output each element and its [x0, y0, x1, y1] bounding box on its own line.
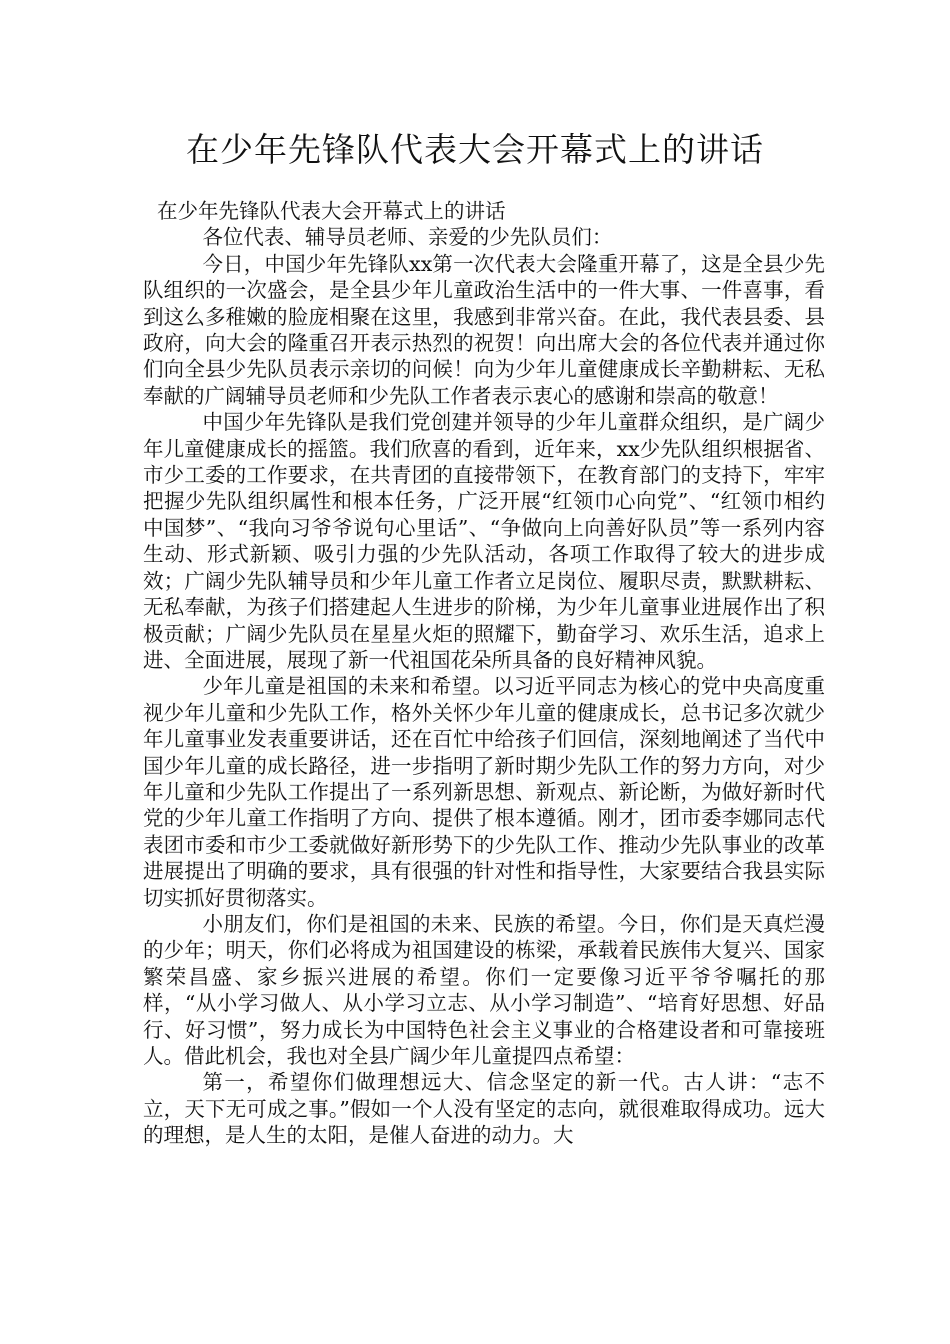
paragraph-opening: 今日，中国少年先锋队xx第一次代表大会隆重开幕了，这是全县少先队组织的一次盛会，是全县少年儿童政治生活中的一件大事、一件喜事，看到这么多稚嫩的脸庞相聚在这里，我感到非常兴奋。在此，我代表县委、县政府，向大会的隆重召开表示热烈的祝贺！向出席大会的各位代表并通过你们向全县少先队员表示亲切的问候！向为少年儿童健康成长辛勤耕耘、无私奉献的广阔辅导员老师和少先队工作者表示衷心的感谢和崇高的敬意！	[143, 251, 825, 408]
paragraph-organization: 中国少年先锋队是我们党创建并领导的少年儿童群众组织，是广阔少年儿童健康成长的摇篮。我们欣喜的看到，近年来，xx少先队组织根据省、市少工委的工作要求，在共青团的直接带领下，在教育部门的支持下，牢牢把握少先队组织属性和根本任务，广泛开展“红领巾心向党”、“红领巾相约中国梦”、“我向习爷爷说句心里话”、“争做向上向善好队员”等一系列内容生动、形式新颖、吸引力强的少先队活动，各项工作取得了较大的进步成效；广阔少先队辅导员和少年儿童工作者立足岗位、履职尽责，默默耕耘、无私奉献，为孩子们搭建起人生进步的阶梯，为少年儿童事业进展作出了积极贡献；广阔少先队员在星星火炬的照耀下，勤奋学习、欢乐生活，追求上进、全面进展，展现了新一代祖国花朵所具备的良好精神风貌。	[143, 410, 825, 672]
paragraph-children: 小朋友们，你们是祖国的未来、民族的希望。今日，你们是天真烂漫的少年；明天，你们必将成为祖国建设的栋梁，承载着民族伟大复兴、国家繁荣昌盛、家乡振兴进展的希望。你们一定要像习近平爷爷嘱托的那样，“从小学习做人、从小学习立志、从小学习制造”、“培育好思想、好品行、好习惯”，努力成长为中国特色社会主义事业的合格建设者和可靠接班人。借此机会，我也对全县广阔少年儿童提四点希望：	[143, 911, 825, 1068]
paragraph-first-hope: 第一，希望你们做理想远大、信念坚定的新一代。古人讲：“志不立，天下无可成之事。”假如一个人没有坚定的志向，就很难取得成功。远大的理想，是人生的太阳，是催人奋进的动力。大	[143, 1070, 825, 1148]
paragraph-greeting: 各位代表、辅导员老师、亲爱的少先队员们：	[202, 225, 613, 250]
document-body	[143, 198, 825, 1149]
document-subtitle: 在少年先锋队代表大会开幕式上的讲话	[157, 199, 506, 223]
document-title: 在少年先锋队代表大会开幕式上的讲话	[186, 130, 764, 169]
paragraph-future-hope: 少年儿童是祖国的未来和希望。以习近平同志为核心的党中央高度重视少年儿童和少先队工作，格外关怀少年儿童的健康成长，总书记多次就少年儿童事业发表重要讲话，还在百忙中给孩子们回信，深刻地阐述了当代中国少年儿童的成长路径，进一步指明了新时期少先队工作的努力方向，对少年儿童和少先队工作提出了一系列新思想、新观点、新论断，为做好新时代党的少年儿童工作指明了方向、提供了根本遵循。刚才，团市委李娜同志代表团市委和市少工委就做好新形势下的少先队工作、推动少先队事业的改革进展提出了明确的要求，具有很强的针对性和指导性，大家要结合我县实际切实抓好贯彻落实。	[143, 674, 825, 910]
